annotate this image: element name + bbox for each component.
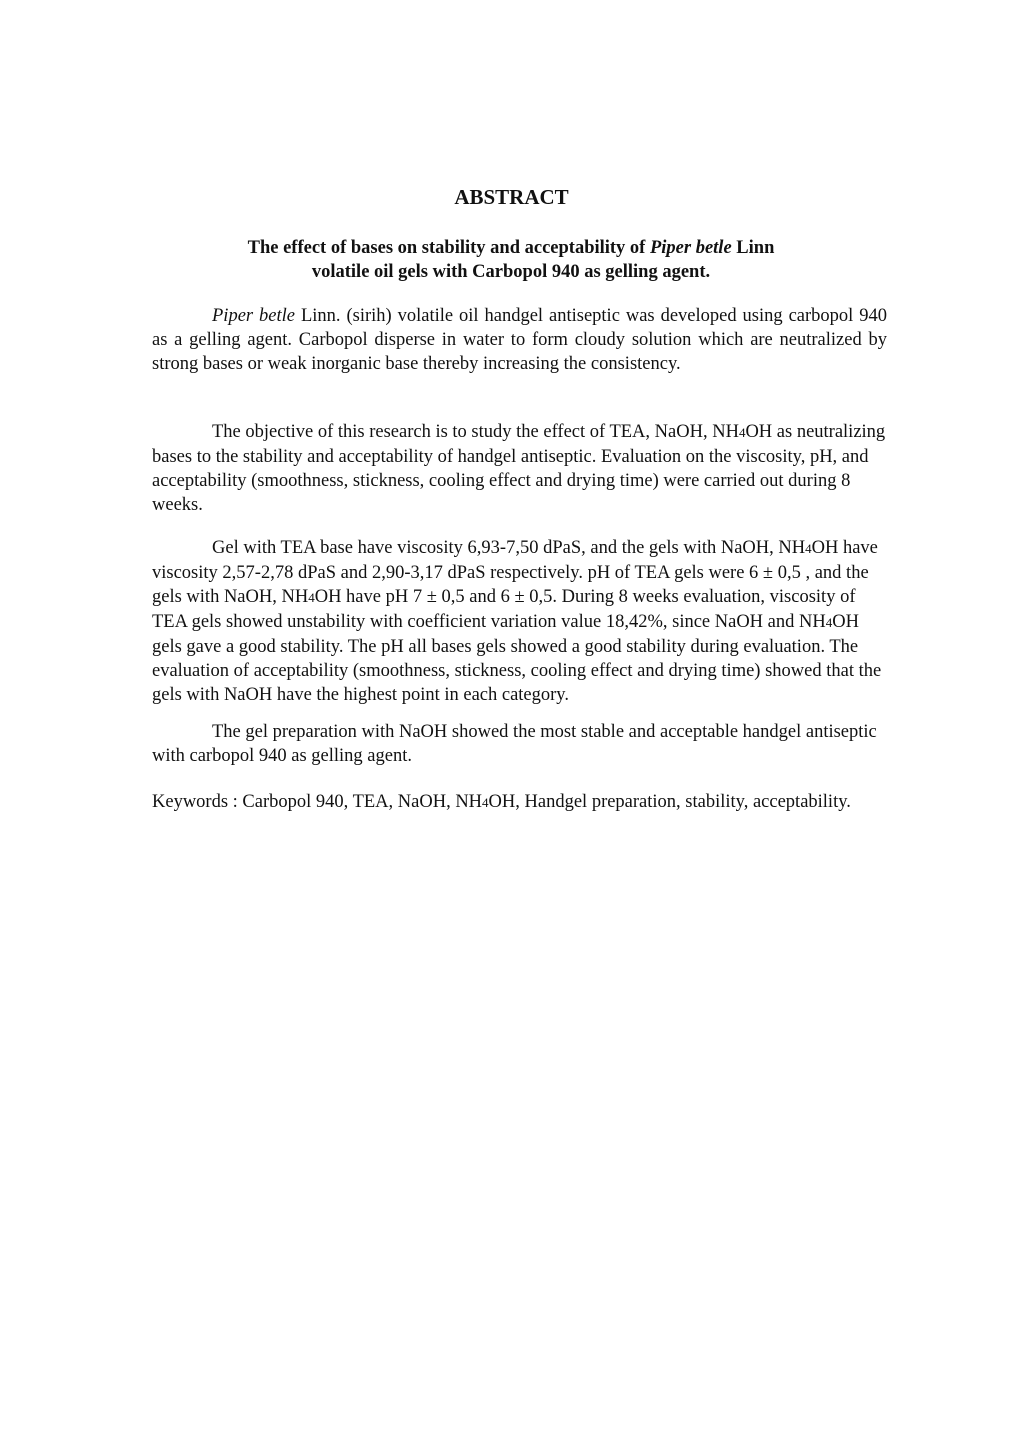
abstract-paragraph-1	[152, 304, 887, 376]
keywords-line	[152, 790, 947, 815]
species-name: Piper betle	[212, 306, 295, 326]
paragraph-3-text-c: OH have pH 7 ± 0,5 and 6 ± 0,5. During 8 weeks evaluation, viscosity of TEA gels showed unstability with coefficient variation value 18,42%, since NaOH and NH	[152, 587, 856, 632]
paper-title	[150, 236, 872, 284]
subscript-4: 4	[825, 615, 833, 630]
title-text-part1: The effect of bases on stability and acceptability of	[247, 238, 650, 258]
paragraph-2-text-b: OH as neutralizing bases to the stability and acceptability of handgel antiseptic. Evaluation on the viscosity, pH, and acceptability (smoothness, stickness, cooling effect and drying time) were carried out during 8 weeks.	[152, 422, 886, 515]
paragraph-1-text: Linn. (sirih) volatile oil handgel antiseptic was developed using carbopol 940 as a gelling agent. Carbopol disperse in water to form cloudy solution which are neutralized by strong bases or weak inorganic base thereby increasing the consistency.	[152, 306, 887, 374]
paragraph-3-text-b: OH have viscosity 2,57-2,78 dPaS and 2,90-3,17 dPaS respectively. pH of TEA gels were 6 ± 0,5 , and the gels with NaOH, NH	[152, 538, 878, 607]
subscript-4: 4	[738, 425, 746, 440]
title-species-name: Piper betle	[649, 238, 732, 258]
keywords-text-b: OH, Handgel preparation, stability, acceptability.	[488, 792, 851, 812]
subscript-4: 4	[805, 541, 812, 556]
abstract-paragraph-4: The gel preparation with NaOH showed the most stable and acceptable handgel antiseptic with carbopol 940 as gelling agent.	[152, 722, 877, 766]
keywords-text-a: Keywords : Carbopol 940, TEA, NaOH, NH	[152, 792, 483, 812]
abstract-paragraph-2	[152, 420, 887, 517]
title-text-part2: Linn	[731, 238, 775, 258]
subscript-4: 4	[482, 795, 489, 810]
title-text-line2: volatile oil gels with Carbopol 940 as gelling agent.	[311, 262, 711, 282]
paragraph-3-text-d: OH gels gave a good stability. The pH all bases gels showed a good stability during evaluation. The evaluation of acceptability (smoothness, stickness, cooling effect and drying time) showed that the gels with NaOH have the highest point in each category.	[152, 612, 882, 705]
abstract-heading: ABSTRACT	[454, 185, 569, 209]
abstract-paragraph-3	[152, 536, 887, 707]
subscript-4: 4	[308, 590, 315, 605]
paragraph-3-text-a: Gel with TEA base have viscosity 6,93-7,50 dPaS, and the gels with NaOH, NH	[212, 538, 806, 558]
paragraph-2-text-a: The objective of this research is to study the effect of TEA, NaOH, NH	[212, 422, 739, 442]
